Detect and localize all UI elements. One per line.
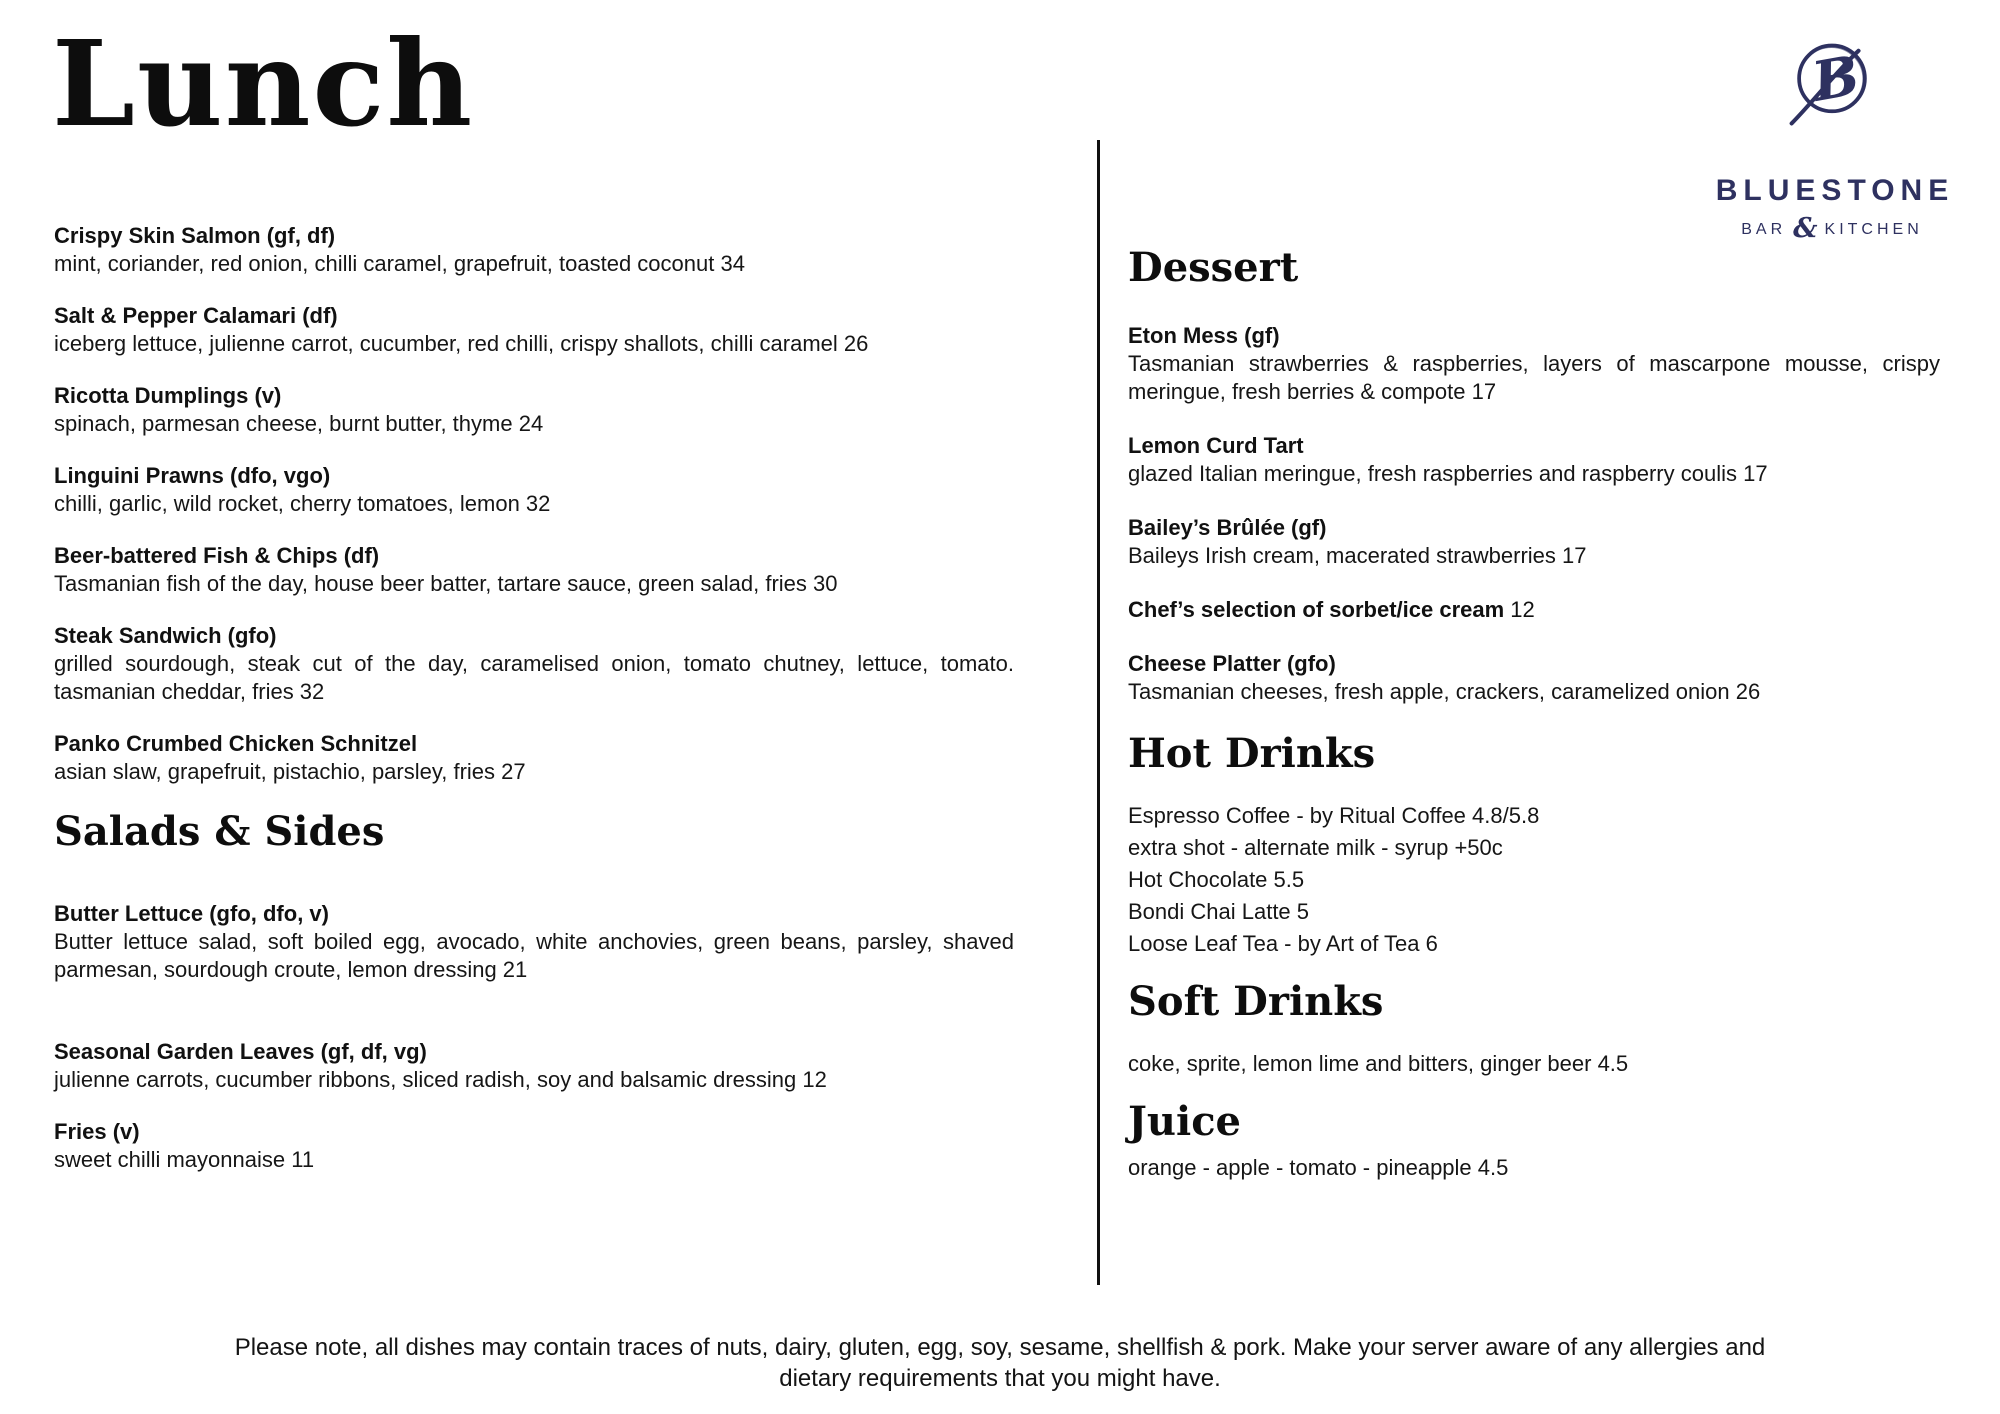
item-description: sweet chilli mayonnaise 11	[54, 1147, 315, 1172]
item-title: Bailey’s Brûlée (gf)	[1128, 515, 1327, 540]
menu-item-chefs-sorbet-selection	[1128, 596, 1940, 624]
hot-drink-line: Bondi Chai Latte 5	[1128, 899, 1310, 924]
logo-ampersand: &	[1793, 213, 1818, 244]
item-title: Eton Mess (gf)	[1128, 323, 1280, 348]
menu-item-seasonal-garden-leaves	[54, 1038, 1014, 1094]
item-description: julienne carrots, cucumber ribbons, sliced radish, soy and balsamic dressing 12	[54, 1067, 827, 1092]
menu-item-linguini-prawns	[54, 462, 1014, 518]
logo-tagline-bar: BAR	[1741, 220, 1787, 238]
item-description: Tasmanian strawberries & raspberries, layers of mascarpone mousse, crispy meringue, fresh berries & compote 17	[1128, 351, 1940, 404]
logo-b-letter: B	[1807, 42, 1865, 114]
item-description: asian slaw, grapefruit, pistachio, parsley, fries 27	[54, 759, 526, 784]
hot-drink-line: Espresso Coffee - by Ritual Coffee 4.8/5.8	[1128, 803, 1540, 828]
item-description: chilli, garlic, wild rocket, cherry tomatoes, lemon 32	[54, 491, 551, 516]
menu-item-panko-chicken-schnitzel	[54, 730, 1014, 786]
item-title: Cheese Platter (gfo)	[1128, 651, 1336, 676]
item-description: Tasmanian cheeses, fresh apple, crackers, caramelized onion 26	[1128, 679, 1761, 704]
item-title: Linguini Prawns (dfo, vgo)	[54, 463, 331, 488]
item-title: Fries (v)	[54, 1119, 140, 1144]
column-divider	[1097, 140, 1100, 1285]
item-description: spinach, parmesan cheese, burnt butter, thyme 24	[54, 411, 544, 436]
item-title: Beer-battered Fish & Chips (df)	[54, 543, 380, 568]
allergy-notice-line1: Please note, all dishes may contain traces of nuts, dairy, gluten, egg, soy, sesame, shellfish & pork. Make your server aware of any allergies and	[234, 1334, 1766, 1361]
menu-item-eton-mess	[1128, 322, 1940, 406]
logo-tagline-kitchen: KITCHEN	[1824, 220, 1923, 238]
menu-item-crispy-skin-salmon	[54, 222, 1014, 278]
juice-heading: Juice	[1128, 1098, 1242, 1145]
juice-line: orange - apple - tomato - pineapple 4.5	[1128, 1155, 1509, 1180]
brand-logo	[1700, 24, 1964, 245]
hot-drink-line: Loose Leaf Tea - by Art of Tea 6	[1128, 931, 1438, 956]
item-price: 12	[1510, 597, 1535, 622]
logo-tagline	[1700, 214, 1964, 245]
right-column	[1128, 246, 1940, 1182]
hot-drink-line: Hot Chocolate 5.5	[1128, 867, 1305, 892]
dessert-heading: Dessert	[1128, 244, 1299, 291]
menu-item-salt-pepper-calamari	[54, 302, 1014, 358]
hot-drink-line: extra shot - alternate milk - syrup +50c	[1128, 835, 1503, 860]
item-title-text: Chef’s selection of sorbet/ice cream	[1128, 597, 1505, 622]
menu-item-steak-sandwich	[54, 622, 1014, 706]
left-column	[54, 222, 1014, 1198]
item-title: Ricotta Dumplings (v)	[54, 383, 282, 408]
salads-sides-heading: Salads & Sides	[54, 808, 385, 855]
menu-item-lemon-curd-tart	[1128, 432, 1940, 488]
menu-item-ricotta-dumplings	[54, 382, 1014, 438]
menu-item-cheese-platter	[1128, 650, 1940, 706]
hot-drinks-heading: Hot Drinks	[1128, 730, 1376, 777]
item-description: mint, coriander, red onion, chilli caramel, grapefruit, toasted coconut 34	[54, 251, 745, 276]
item-title: Salt & Pepper Calamari (df)	[54, 303, 338, 328]
item-title	[1128, 596, 1940, 624]
item-title: Seasonal Garden Leaves (gf, df, vg)	[54, 1039, 427, 1064]
item-description: grilled sourdough, steak cut of the day, caramelised onion, tomato chutney, lettuce, tomato. tasmanian cheddar, fries 32	[54, 651, 1014, 704]
item-description: Baileys Irish cream, macerated strawberries 17	[1128, 543, 1587, 568]
item-title: Crispy Skin Salmon (gf, df)	[54, 223, 336, 248]
item-description: Butter lettuce salad, soft boiled egg, avocado, white anchovies, green beans, parsley, shaved parmesan, sourdough croute, lemon dressing 21	[54, 929, 1014, 982]
item-title: Lemon Curd Tart	[1128, 433, 1304, 458]
logo-wordmark: BLUESTONE	[1715, 174, 1955, 207]
soft-drinks-line: coke, sprite, lemon lime and bitters, ginger beer 4.5	[1128, 1051, 1629, 1076]
logo-b-circle-icon	[1757, 24, 1907, 164]
item-title: Panko Crumbed Chicken Schnitzel	[54, 731, 418, 756]
allergy-notice	[0, 1332, 2000, 1394]
menu-item-baileys-brulee	[1128, 514, 1940, 570]
menu-item-fries	[54, 1118, 1014, 1174]
menu-item-beer-battered-fish-chips	[54, 542, 1014, 598]
item-title: Steak Sandwich (gfo)	[54, 623, 277, 648]
menu-item-butter-lettuce	[54, 900, 1014, 984]
item-description: glazed Italian meringue, fresh raspberries and raspberry coulis 17	[1128, 461, 1768, 486]
allergy-notice-line2: dietary requirements that you might have.	[779, 1365, 1221, 1392]
page-title: Lunch	[52, 14, 475, 153]
item-description: Tasmanian fish of the day, house beer batter, tartare sauce, green salad, fries 30	[54, 571, 838, 596]
soft-drinks-heading: Soft Drinks	[1128, 978, 1384, 1025]
item-title: Butter Lettuce (gfo, dfo, v)	[54, 901, 329, 926]
item-description: iceberg lettuce, julienne carrot, cucumber, red chilli, crispy shallots, chilli caramel 26	[54, 331, 869, 356]
